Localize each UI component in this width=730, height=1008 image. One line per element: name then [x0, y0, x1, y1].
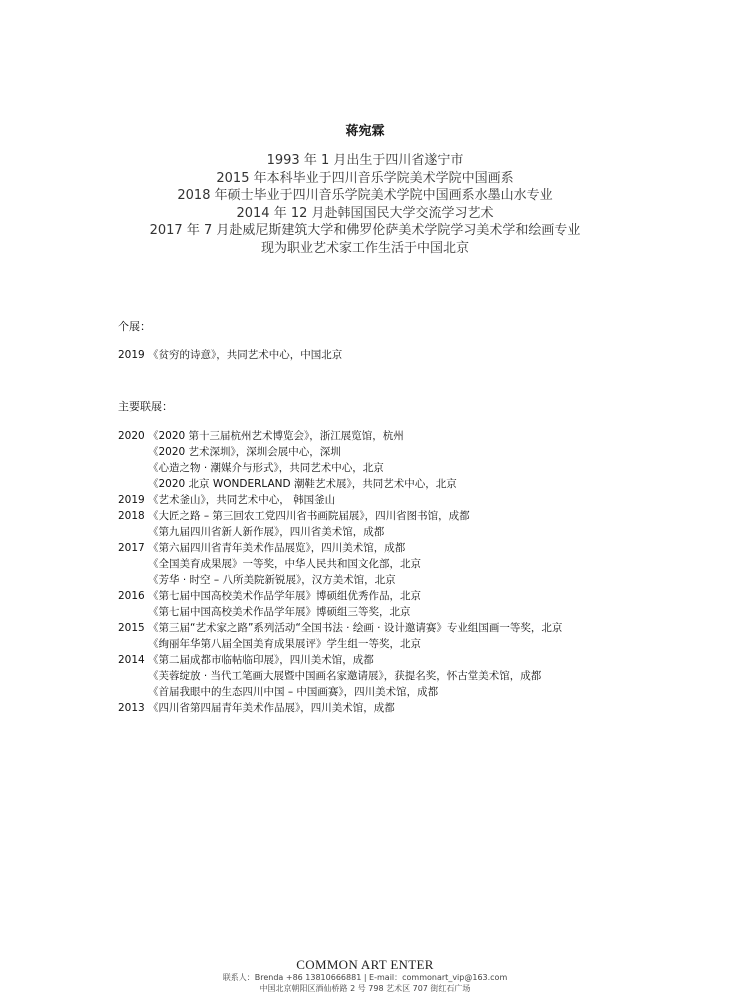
entry-year: 2015	[118, 622, 145, 634]
entry-text: 《心造之物 · 潮媒介与形式》，共同艺术中心，北京	[148, 462, 384, 474]
entry-text: 《首届我眼中的生态四川中国 – 中国画赛》，四川美术馆，成都	[148, 686, 439, 698]
solo-section-title: 个展：	[118, 320, 151, 333]
list-item	[118, 556, 562, 572]
list-item	[118, 492, 562, 508]
entry-text: 《2020 北京 WONDERLAND 潮鞋艺术展》，共同艺术中心，北京	[148, 478, 457, 490]
bio-block	[0, 152, 730, 257]
entry-text: 《2020 艺术深圳》，深圳会展中心，深圳	[148, 446, 341, 458]
list-item	[118, 540, 562, 556]
bio-line: 2015 年本科毕业于四川音乐学院美术学院中国画系	[216, 170, 514, 186]
entry-text: 《第二届成都市临帖临印展》，四川美术馆，成都	[148, 654, 374, 666]
entry-text: 《四川省第四届青年美术作品展》，四川美术馆，成都	[148, 702, 395, 714]
list-item	[118, 524, 562, 540]
list-item	[118, 700, 562, 716]
entry-text: 《绚丽年华第八届全国美育成果展评》学生组一等奖，北京	[148, 638, 421, 650]
entry-year: 2017	[118, 542, 145, 554]
group-section-title: 主要联展：	[118, 400, 173, 413]
list-item	[118, 668, 562, 684]
entry-year: 2019	[118, 494, 145, 506]
entry-year: 2013	[118, 702, 145, 714]
list-item	[118, 620, 562, 636]
entry-text: 《第三届“艺术家之路”系列活动“全国书法 · 绘画 · 设计邀请赛》专业组国画一等奖，北京	[148, 622, 563, 634]
list-item	[118, 684, 562, 700]
list-item	[118, 428, 562, 444]
list-item	[118, 476, 562, 492]
list-item	[118, 604, 562, 620]
entry-text: 《第九届四川省新人新作展》，四川省美术馆，成都	[148, 526, 385, 538]
entry-year: 2018	[118, 510, 145, 522]
entry-text: 《大匠之路 – 第三回农工党四川省书画院届展》，四川省图书馆，成都	[148, 510, 470, 522]
list-item	[118, 508, 562, 524]
entry-year: 2016	[118, 590, 145, 602]
list-item	[118, 652, 562, 668]
entry-text: 《第七届中国高校美术作品学年展》博硕组优秀作品，北京	[148, 590, 421, 602]
list-item	[118, 444, 562, 460]
solo-entry	[118, 347, 342, 362]
group-exhibition-list	[118, 428, 562, 716]
list-item	[118, 588, 562, 604]
entry-text: 《艺术釜山》，共同艺术中心， 韩国釜山	[148, 494, 336, 506]
entry-year: 2014	[118, 654, 145, 666]
entry-year: 2020	[118, 430, 145, 442]
list-item	[118, 636, 562, 652]
bio-line: 2017 年 7 月赴威尼斯建筑大学和佛罗伦萨美术学院学习美术学和绘画专业	[149, 223, 581, 238]
entry-text: 《2020 第十三届杭州艺术博览会》，浙江展览馆，杭州	[148, 430, 404, 442]
bio-line: 2018 年硕士毕业于四川音乐学院美术学院中国画系水墨山水专业	[177, 188, 553, 203]
bio-line: 现为职业艺术家工作生活于中国北京	[260, 240, 469, 256]
bio-line: 2014 年 12 月赴韩国国民大学交流学习艺术	[236, 205, 494, 221]
entry-text: 《第七届中国高校美术作品学年展》博硕组三等奖，北京	[148, 606, 411, 618]
footer-brand: COMMON ART ENTER	[296, 957, 434, 972]
entry-text: 《全国美育成果展》一等奖，中华人民共和国文化部，北京	[148, 558, 421, 570]
entry-text: 《芙蓉绽放 · 当代工笔画大展暨中国画名家邀请展》，获提名奖，怀古堂美术馆，成都	[148, 670, 542, 682]
list-item	[118, 460, 562, 476]
entry-year: 2019	[118, 349, 145, 361]
entry-text: 《芳华 · 时空 – 八所美院新锐展》，汉方美术馆，北京	[148, 574, 396, 586]
entry-text: 《第六届四川省青年美术作品展览》，四川美术馆，成都	[148, 542, 406, 554]
artist-name: 蒋宛霖	[345, 124, 385, 139]
entry-text: 《贫穷的诗意》，共同艺术中心，中国北京	[148, 349, 343, 361]
bio-line: 1993 年 1 月出生于四川省遂宁市	[266, 153, 464, 168]
list-item	[118, 572, 562, 588]
footer-contact: 联系人：Brenda +86 13810666881 | E-mail：commonart_vip@163.com	[222, 973, 508, 982]
footer-address: 中国北京朝阳区酒仙桥路 2 号 798 艺术区 707 街红石广场	[259, 984, 471, 993]
